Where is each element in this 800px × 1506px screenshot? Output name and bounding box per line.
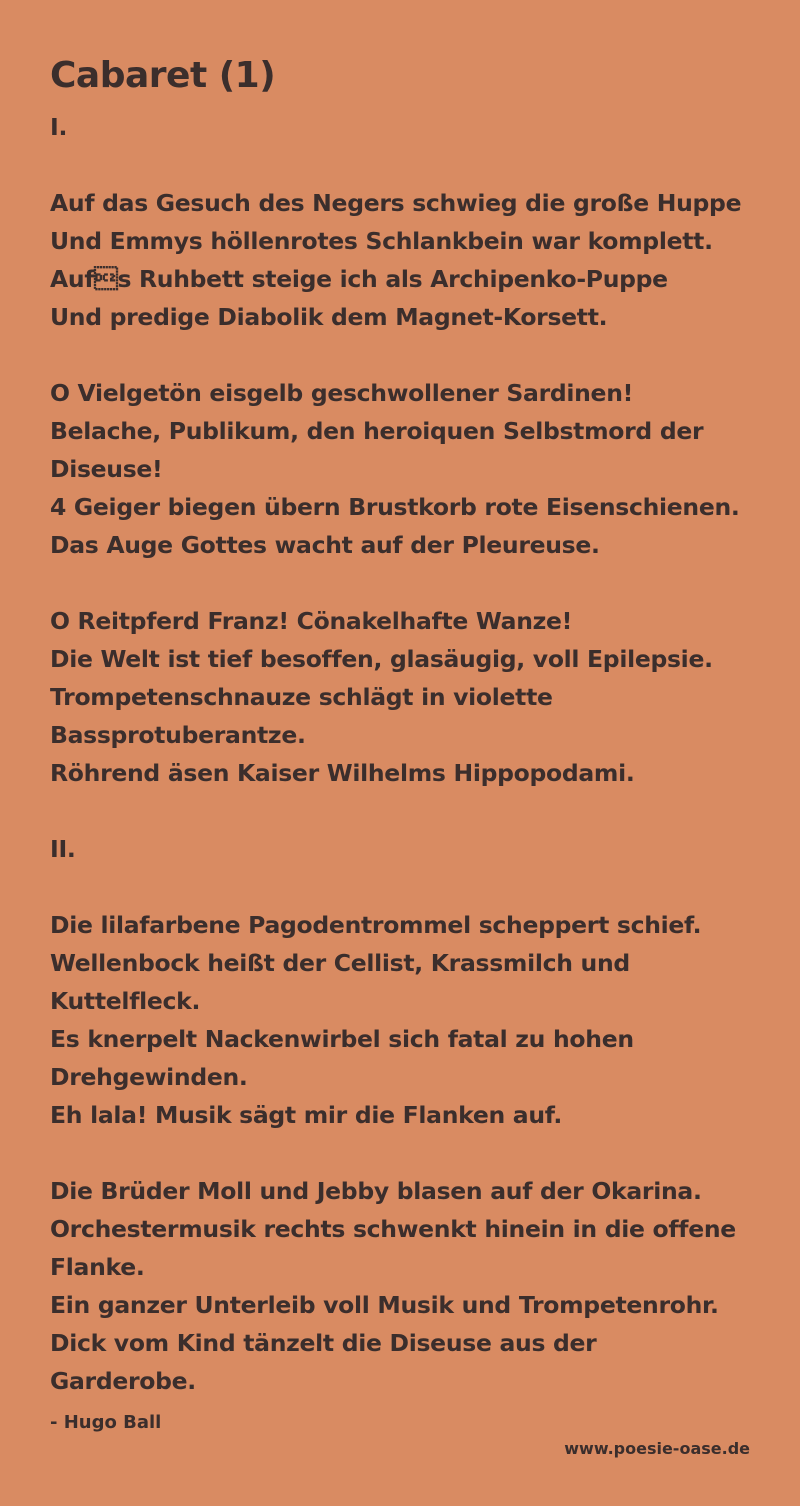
verse-line: Aufs Ruhbett steige ich als Archipenko-Puppe bbox=[50, 265, 668, 293]
gap bbox=[50, 792, 750, 830]
stanza-1-1 bbox=[50, 184, 750, 336]
verse-line: Röhrend äsen Kaiser Wilhelms Hippopodami. bbox=[50, 759, 635, 787]
gap bbox=[50, 336, 750, 374]
verse-line: Dick vom Kind tänzelt die Diseuse aus der Garderobe. bbox=[50, 1329, 597, 1395]
poem-author: - Hugo Ball bbox=[50, 1412, 162, 1433]
verse-line: O Reitpferd Franz! Cönakelhafte Wanze! bbox=[50, 607, 573, 635]
stanza-1-3 bbox=[50, 602, 750, 792]
gap bbox=[50, 868, 750, 906]
website-url: www.poesie-oase.de bbox=[564, 1439, 750, 1458]
verse-line: Auf das Gesuch des Negers schwieg die große Huppe bbox=[50, 189, 742, 217]
section-label-2: II. bbox=[50, 835, 76, 863]
section-label-1: I. bbox=[50, 113, 68, 141]
gap bbox=[50, 146, 750, 184]
verse-line: Belache, Publikum, den heroiquen Selbstmord der Diseuse! bbox=[50, 417, 704, 483]
verse-line: Orchestermusik rechts schwenkt hinein in die offene Flanke. bbox=[50, 1215, 736, 1281]
stanza-1-2 bbox=[50, 374, 750, 564]
verse-line: Das Auge Gottes wacht auf der Pleureuse. bbox=[50, 531, 600, 559]
stanza-2-2 bbox=[50, 1172, 750, 1400]
verse-line: Die Welt ist tief besoffen, glasäugig, voll Epilepsie. bbox=[50, 645, 713, 673]
verse-line: O Vielgetön eisgelb geschwollener Sardinen! bbox=[50, 379, 634, 407]
gap bbox=[50, 1134, 750, 1172]
verse-line: Trompetenschnauze schlägt in violette Bassprotuberantze. bbox=[50, 683, 553, 749]
verse-line: Eh lala! Musik sägt mir die Flanken auf. bbox=[50, 1101, 563, 1129]
stanza-2-1 bbox=[50, 906, 750, 1134]
verse-line: Die lilafarbene Pagodentrommel scheppert schief. bbox=[50, 911, 702, 939]
verse-line: Und Emmys höllenrotes Schlankbein war komplett. bbox=[50, 227, 713, 255]
poem bbox=[50, 50, 750, 1438]
verse-line: Es knerpelt Nackenwirbel sich fatal zu hohen Drehgewinden. bbox=[50, 1025, 634, 1091]
verse-line: 4 Geiger biegen übern Brustkorb rote Eisenschienen. bbox=[50, 493, 740, 521]
verse-line: Wellenbock heißt der Cellist, Krassmilch und Kuttelfleck. bbox=[50, 949, 630, 1015]
verse-line: Und predige Diabolik dem Magnet-Korsett. bbox=[50, 303, 608, 331]
poem-title: Cabaret (1) bbox=[50, 55, 276, 96]
verse-line: Ein ganzer Unterleib voll Musik und Trompetenrohr. bbox=[50, 1291, 719, 1319]
verse-line: Die Brüder Moll und Jebby blasen auf der Okarina. bbox=[50, 1177, 702, 1205]
gap bbox=[50, 564, 750, 602]
